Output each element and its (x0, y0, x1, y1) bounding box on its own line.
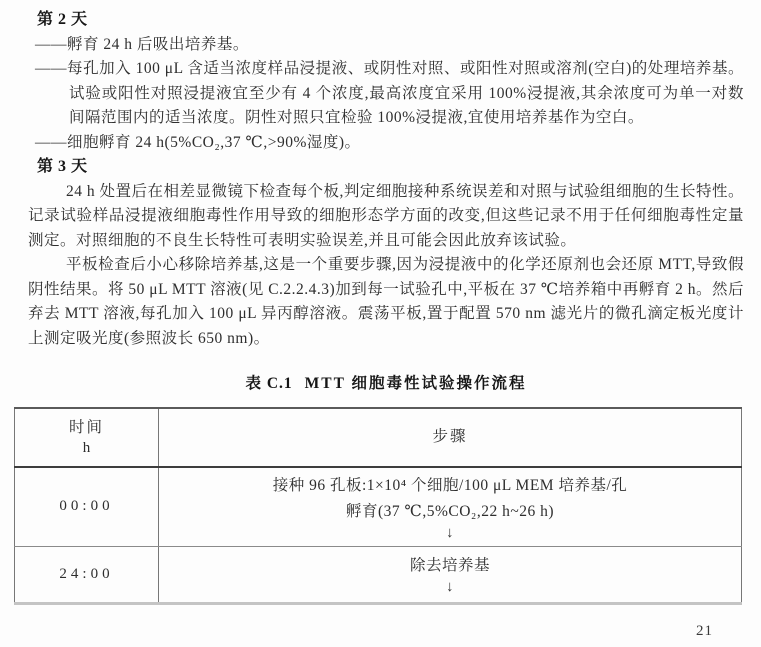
table-title (28, 372, 744, 397)
time-unit-label: h (82, 439, 91, 456)
time-value: 00:00 (59, 498, 114, 515)
day2-item-incubate: ——孵育 24 h 后吸出培养基。 (35, 35, 249, 53)
step-header-label: 步骤 (432, 427, 468, 445)
mtt-procedure-table (14, 407, 742, 605)
time-header-cell (15, 408, 159, 467)
time-cell (15, 467, 159, 547)
day2-heading: 第 2 天 (37, 11, 88, 28)
step-line: 接种 96 孔板:1×10⁴ 个细胞/100 μL MEM 培养基/孔 (272, 476, 628, 494)
day3-paragraph-mtt: 平板检查后小心移除培养基,这是一个重要步骤,因为浸提液中的化学还原剂也会还原 MTT,导致假阴性结果。将 50 μL MTT 溶液(见 C.2.2.4.3)加到每一试验孔中,平板在 37 ℃培养箱中再孵育 2 h。然后弃去 MTT 溶液,每孔加入 100 μL 异丙醇溶液。震荡平板,置于配置 570 nm 滤光片的微孔滴定板光度计上测定吸光度(参照波长 650 nm)。 (28, 256, 744, 347)
step-line: 除去培养基 (409, 557, 490, 574)
day3-heading: 第 3 天 (37, 158, 88, 175)
step-line: 孵育(37 ℃,5%CO₂,22 h~26 h) (345, 502, 555, 520)
day2-item-cell-incubate: ——细胞孵育 24 h(5%CO₂,37 ℃,>90%湿度)。 (35, 133, 361, 151)
table-row (15, 467, 742, 547)
down-arrow-icon: ↓ (446, 524, 454, 541)
step-cell (159, 546, 742, 603)
table-row (15, 546, 742, 603)
table-title-label: 表 C.1 (245, 375, 293, 392)
day3-paragraph-inspection: 24 h 处置后在相差显微镜下检查每个板,判定细胞接种系统误差和对照与试验组细胞的生长特性。记录试验样品浸提液细胞毒性作用导致的细胞形态学方面的改变,但这些记录不用于任何细胞毒性定量测定。对照细胞的不良生长特性可表明实验误差,并且可能会因此放弃该试验。 (28, 182, 744, 249)
step-cell (159, 467, 742, 547)
time-header-label: 时间 (68, 418, 104, 436)
table-title-text: MTT 细胞毒性试验操作流程 (304, 375, 527, 392)
time-cell (15, 546, 159, 603)
page-number: 21 (696, 622, 713, 639)
table-header-row (15, 408, 742, 467)
day2-item-add-extract: ——每孔加入 100 μL 含适当浓度样品浸提液、或阴性对照、或阳性对照或溶剂(空白)的处理培养基。试验或阳性对照浸提液宜至少有 4 个浓度,最高浓度宜采用 100%浸提液,其余浓度可为单一对数间隔范围内的适当浓度。阴性对照只宜检验 100%浸提液,宜使用培养基作为空白。 (35, 60, 744, 126)
step-header-cell (159, 408, 742, 467)
time-value: 24:00 (59, 565, 114, 582)
down-arrow-icon: ↓ (446, 579, 454, 595)
